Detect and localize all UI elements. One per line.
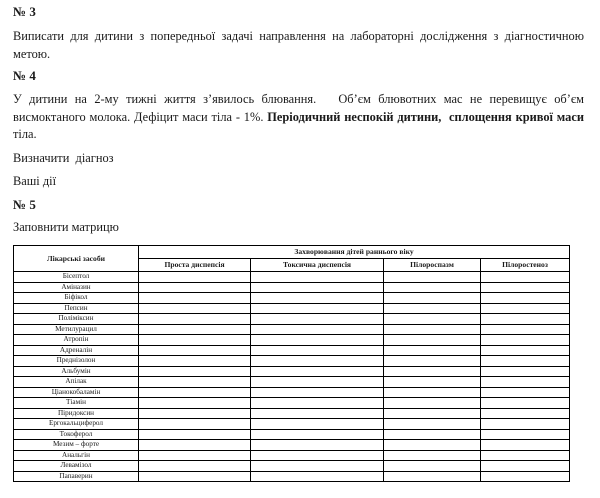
matrix-cell [251, 387, 384, 398]
task4-text [13, 91, 588, 144]
matrix-cell [251, 366, 384, 377]
table-row [14, 272, 570, 283]
drug-name-cell: Адреналін [14, 345, 139, 356]
matrix-cell [481, 303, 570, 314]
matrix-cell [481, 429, 570, 440]
disease-column-header: Токсична диспепсія [251, 259, 384, 272]
matrix-header [14, 246, 570, 272]
disease-group-header: Захворювання дітей раннього віку [139, 246, 570, 259]
matrix-cell [481, 408, 570, 419]
matrix-cell [481, 419, 570, 430]
matrix-cell [251, 419, 384, 430]
matrix-cell [139, 471, 251, 482]
matrix-cell [384, 429, 481, 440]
drug-name-cell: Альбумін [14, 366, 139, 377]
matrix-cell [251, 471, 384, 482]
table-row [14, 429, 570, 440]
matrix-cell [251, 293, 384, 304]
matrix-cell [481, 366, 570, 377]
task4-prompt-actions: Ваші дії [13, 174, 57, 188]
matrix-cell [251, 272, 384, 283]
matrix-cell [384, 408, 481, 419]
task4-text-bold: Періодичний неспокій дитини, сплощення кривої маси [267, 109, 584, 124]
task4-prompt-diagnosis: Визначити діагноз [13, 150, 114, 165]
matrix-cell [481, 335, 570, 346]
matrix-cell [139, 419, 251, 430]
table-row [14, 303, 570, 314]
table-row [14, 450, 570, 461]
matrix-cell [384, 387, 481, 398]
task4-text-normal-2: тіла. [13, 109, 588, 141]
matrix-cell [139, 303, 251, 314]
matrix-cell [384, 471, 481, 482]
matrix-cell [251, 335, 384, 346]
drug-name-cell: Мезим – форте [14, 440, 139, 451]
matrix-cell [251, 377, 384, 388]
matrix-cell [384, 324, 481, 335]
matrix-cell [139, 429, 251, 440]
matrix-cell [139, 282, 251, 293]
matrix-cell [481, 345, 570, 356]
table-row [14, 398, 570, 409]
matrix-cell [384, 303, 481, 314]
matrix-cell [139, 324, 251, 335]
drug-name-cell: Апілак [14, 377, 139, 388]
matrix-cell [139, 335, 251, 346]
matrix-cell [384, 282, 481, 293]
matrix-cell [384, 356, 481, 367]
matrix-cell [251, 324, 384, 335]
matrix-cell [384, 345, 481, 356]
table-row [14, 366, 570, 377]
matrix-cell [139, 345, 251, 356]
matrix-cell [384, 461, 481, 472]
table-row [14, 324, 570, 335]
task4-text-normal-1: У дитини на 2-му тижні життя з’явилось блювання. Об’єм блювотних мас не перевищує об’єм висмоктаного молока. Дефіцит маси тіла - 1%. [13, 92, 588, 124]
table-row [14, 293, 570, 304]
matrix-cell [384, 419, 481, 430]
matrix-cell [251, 314, 384, 325]
drug-name-cell: Поліміксин [14, 314, 139, 325]
task4-number: № 4 [13, 68, 36, 83]
matrix-cell [481, 387, 570, 398]
matrix-cell [481, 356, 570, 367]
matrix-cell [384, 440, 481, 451]
matrix-cell [384, 366, 481, 377]
matrix-cell [251, 398, 384, 409]
matrix-cell [384, 293, 481, 304]
table-row [14, 345, 570, 356]
drug-name-cell: Левамізол [14, 461, 139, 472]
matrix-cell [251, 356, 384, 367]
matrix-cell [139, 377, 251, 388]
matrix-cell [481, 450, 570, 461]
drug-name-cell: Метилурацил [14, 324, 139, 335]
drug-disease-matrix-table [13, 245, 570, 482]
matrix-cell [384, 272, 481, 283]
matrix-cell [384, 314, 481, 325]
task5-number: № 5 [13, 196, 36, 212]
drug-name-cell: Пепсин [14, 303, 139, 314]
drug-name-cell: Аміназин [14, 282, 139, 293]
task5-instruction: Заповнити матрицю [13, 219, 119, 234]
drug-name-cell: Ергокальциферол [14, 419, 139, 430]
drug-name-cell: Папаверин [14, 471, 139, 482]
table-row [14, 335, 570, 346]
task3-text: Виписати для дитини з попередньої задачі направлення на лабораторні дослідження з діагностичною метою. [13, 29, 588, 61]
table-row [14, 387, 570, 398]
table-row [14, 419, 570, 430]
table-row [14, 282, 570, 293]
matrix-cell [481, 282, 570, 293]
matrix-cell [139, 408, 251, 419]
table-row [14, 461, 570, 472]
matrix-cell [139, 272, 251, 283]
table-row [14, 356, 570, 367]
matrix-cell [139, 356, 251, 367]
matrix-cell [251, 450, 384, 461]
matrix-cell [481, 324, 570, 335]
matrix-cell [384, 450, 481, 461]
drug-name-cell: Преднізолон [14, 356, 139, 367]
matrix-cell [139, 387, 251, 398]
matrix-cell [139, 440, 251, 451]
matrix-cell [139, 461, 251, 472]
matrix-cell [251, 303, 384, 314]
matrix-cell [481, 272, 570, 283]
matrix-cell [251, 408, 384, 419]
drug-name-cell: Атропін [14, 335, 139, 346]
drug-name-cell: Тіамін [14, 398, 139, 409]
matrix-cell [481, 377, 570, 388]
matrix-cell [251, 429, 384, 440]
table-row [14, 408, 570, 419]
drug-name-cell: Токоферол [14, 429, 139, 440]
matrix-cell [251, 282, 384, 293]
matrix-cell [139, 366, 251, 377]
matrix-cell [384, 398, 481, 409]
disease-column-header: Пілоростеноз [481, 259, 570, 272]
matrix-cell [384, 377, 481, 388]
matrix-cell [139, 450, 251, 461]
matrix-cell [251, 461, 384, 472]
matrix-cell [481, 398, 570, 409]
table-row [14, 377, 570, 388]
matrix-cell [139, 293, 251, 304]
matrix-body [14, 272, 570, 482]
matrix-cell [384, 335, 481, 346]
table-row [14, 440, 570, 451]
disease-column-header: Пілороспазм [384, 259, 481, 272]
task3-number: № 3 [13, 4, 36, 19]
matrix-header-row-group [14, 246, 570, 259]
matrix-cell [139, 398, 251, 409]
drug-name-cell: Біфікол [14, 293, 139, 304]
matrix-cell [139, 314, 251, 325]
table-row [14, 471, 570, 482]
table-row [14, 314, 570, 325]
matrix-cell [481, 461, 570, 472]
matrix-cell [251, 345, 384, 356]
drug-name-cell: Піридоксин [14, 408, 139, 419]
drug-name-cell: Ціанокобаламін [14, 387, 139, 398]
matrix-cell [481, 314, 570, 325]
matrix-cell [481, 440, 570, 451]
matrix-cell [481, 293, 570, 304]
drug-name-cell: Бісептол [14, 272, 139, 283]
drug-name-cell: Анальгін [14, 450, 139, 461]
disease-column-header: Проста диспепсія [139, 259, 251, 272]
drug-column-header: Лікарські засоби [14, 246, 139, 272]
matrix-cell [251, 440, 384, 451]
matrix-cell [481, 471, 570, 482]
